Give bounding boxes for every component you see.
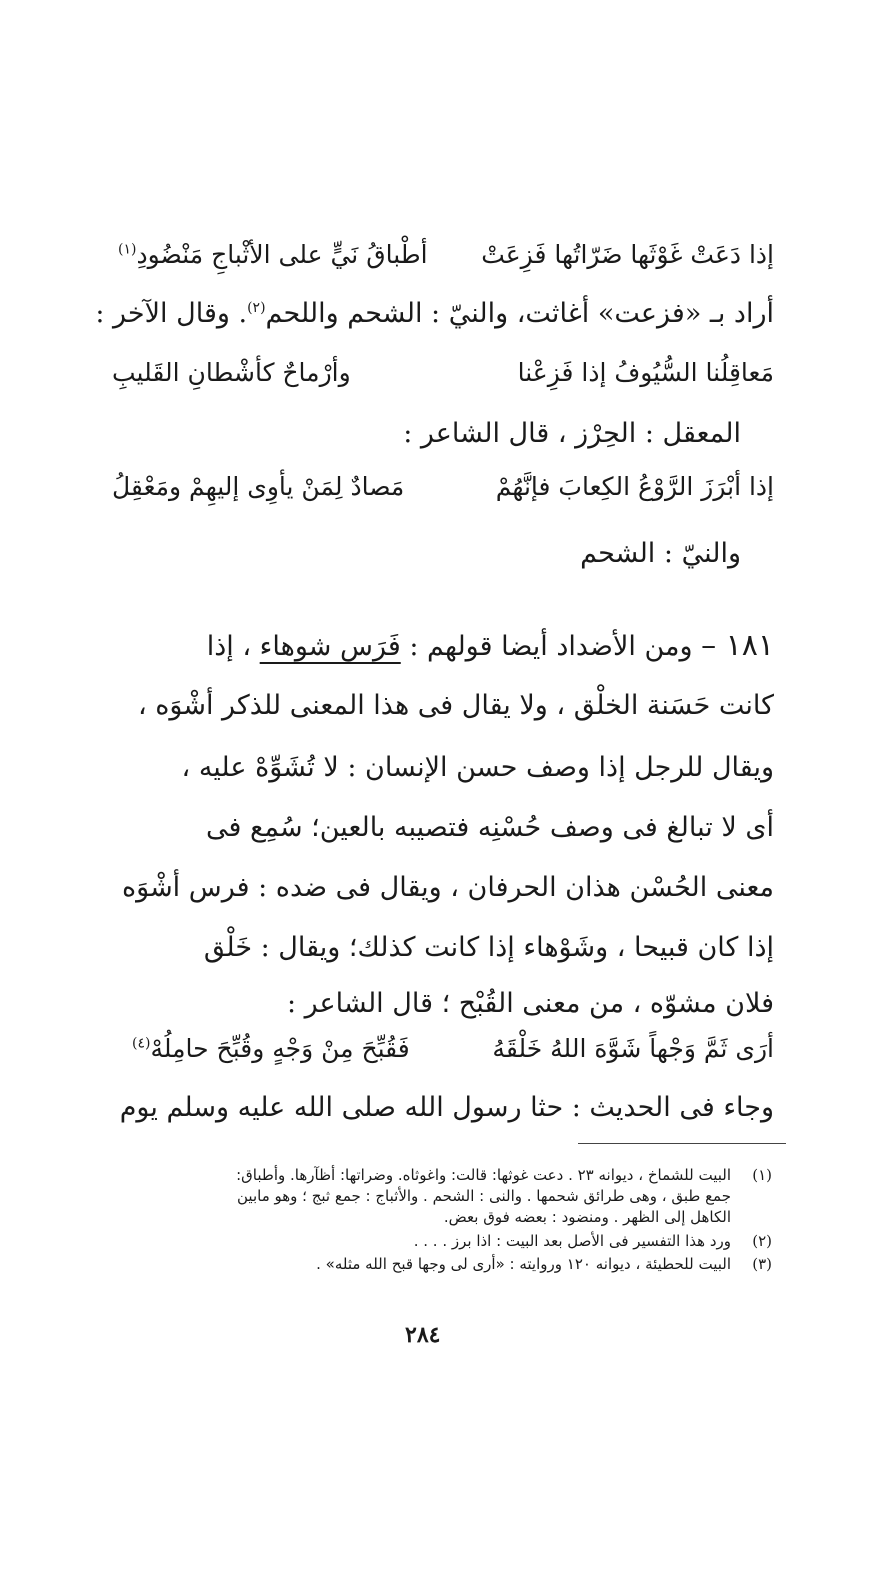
footnote-number: (١) — [752, 1166, 772, 1184]
footnote-ref-1: (١) — [118, 241, 137, 258]
footnote-line: البيت للشماخ ، ديوانه ٢٣ . دعت غوثها: قالت: واغوثاه. وضراتها: أظآرها. وأطباق: — [236, 1166, 731, 1184]
footnote-ref-2: (٢) — [247, 300, 266, 316]
entry-number: ١٨١ – — [701, 628, 774, 663]
verse-1-right-hemistich: إذا دَعَتْ غَوْثَها ضَرّاتُها فَزِعَتْ — [481, 240, 774, 269]
gloss-line — [95, 298, 774, 329]
body-line: ويقال للرجل إذا وصف حسن الإنسان : لا تُشَوِّهْ عليه ، — [181, 752, 774, 783]
verse-2-left-hemistich: وأرْماحٌ كأشْطانِ القَليبِ — [112, 358, 351, 387]
verse-2-left — [112, 358, 351, 387]
definition-text-2: والنيّ : الشحم — [580, 538, 741, 569]
verse-1-left — [118, 240, 428, 269]
footnote-number: (٢) — [752, 1232, 772, 1250]
body-line: معنى الحُسْن هذان الحرفان ، ويقال فى ضده : فرس أشْوَه — [121, 872, 774, 903]
verse-3 — [496, 472, 774, 501]
gloss-text-end: . وقال الآخر : — [95, 298, 248, 329]
entry-181-heading — [207, 628, 774, 663]
footnote-ref-4: (٤) — [132, 1035, 151, 1052]
page-number: ٢٨٤ — [405, 1322, 441, 1348]
footnote-separator — [578, 1143, 786, 1144]
entry-intro: ومن الأضداد أيضا قولهم : — [409, 631, 693, 662]
verse-4-left-hemistich: فَقُبِّحَ مِنْ وَجْهٍ وقُبِّحَ حامِلُهْ — [150, 1034, 410, 1063]
verse-3-left-hemistich: مَصادٌ لِمَنْ يأوِى إليهِمْ ومَعْقِلُ — [112, 472, 405, 501]
footnote-line: جمع طبق ، وهى طرائق شحمها . والنى : الشحم . والأثباج : جمع ثبج ؛ وهو مابين — [237, 1187, 731, 1205]
body-line: كانت حَسَنة الخلْق ، ولا يقال فى هذا المعنى للذكر أشْوَه ، — [137, 690, 774, 721]
body-line-last: وجاء فى الحديث : حثا رسول الله صلى الله عليه وسلم يوم — [119, 1092, 774, 1123]
body-line: إذا كان قبيحا ، وشَوْهاء إذا كانت كذلك؛ ويقال : خَلْق — [203, 932, 774, 963]
verse-4 — [492, 1034, 774, 1063]
gloss-text: أراد بـ «فزعت» أغاثت، والنيّ : الشحم واللحم — [265, 298, 774, 329]
verse-2 — [518, 358, 774, 387]
verse-2-right-hemistich: مَعاقِلُنا السُّيُوفُ إذا فَزِعْنا — [517, 358, 774, 387]
verse-3-right-hemistich: إذا أبْرَزَ الرَّوْعُ الكِعابَ فإنَّهُمْ — [495, 472, 774, 501]
verse-3-left — [112, 472, 404, 501]
verse-1-left-hemistich: أطْباقُ نَيٍّ على الأثْباجِ مَنْضُودِ — [136, 240, 428, 269]
definition-text: المعقل : الحِرْز ، قال الشاعر : — [403, 418, 741, 449]
footnote-line: البيت للحطيئة ، ديوانه ١٢٠ وروايته : «أرى لى وجها قبح الله مثله» . — [316, 1255, 731, 1273]
footnote-number: (٣) — [752, 1255, 772, 1273]
entry-rest: ، إذا — [206, 631, 252, 662]
definition-line-2 — [580, 538, 741, 569]
body-line: أى لا تبالغ فى وصف حُسْنِه فتصيبه بالعين؛ سُمِع فى — [205, 812, 774, 843]
definition-line — [403, 418, 741, 449]
verse-1 — [481, 240, 774, 269]
body-line: فلان مشوّه ، من معنى القُبْح ؛ قال الشاعر : — [286, 988, 774, 1019]
entry-keyword: فَرَس شوهاء — [259, 631, 401, 662]
verse-4-right-hemistich: أرَى ثَمَّ وَجْهاً شَوَّهَ اللهُ خَلْقَهُ — [492, 1034, 774, 1063]
footnote-line: ورد هذا التفسير فى الأصل بعد البيت : اذا برز . . . . — [413, 1232, 731, 1250]
verse-4-left — [132, 1034, 410, 1063]
footnote-line: الكاهل إلى الظهر . ومنضود : بعضه فوق بعض. — [443, 1208, 731, 1226]
